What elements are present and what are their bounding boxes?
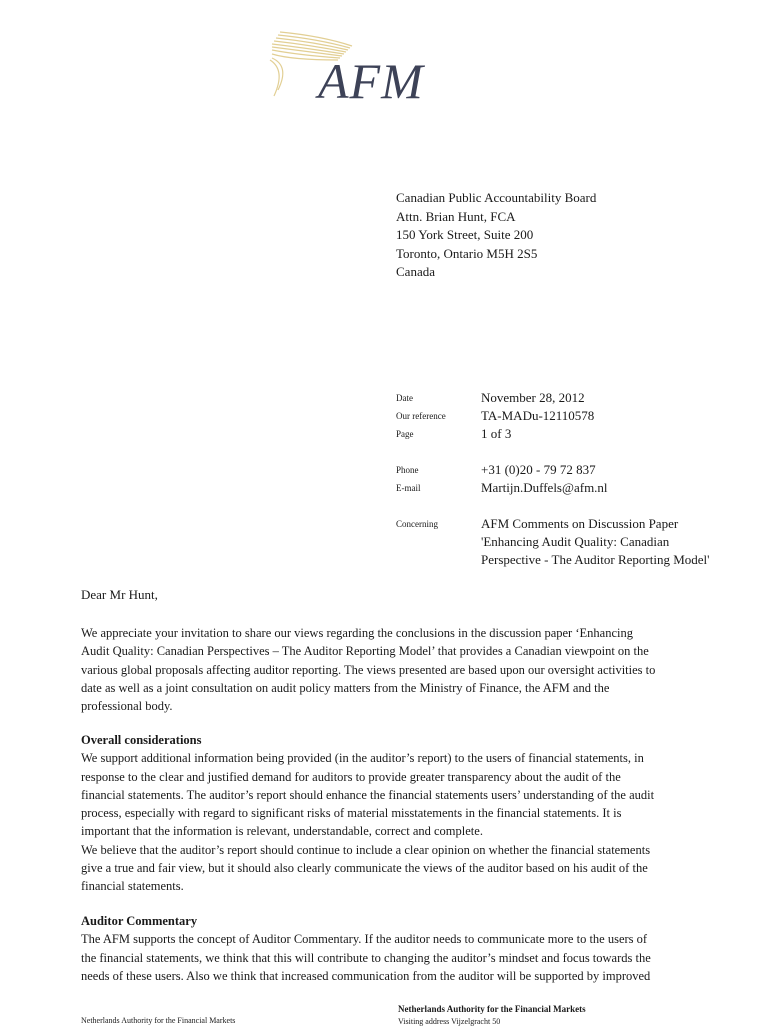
concerning-line: Perspective - The Auditor Reporting Model': [481, 552, 710, 567]
text-line: various global proposals affecting auditor reporting. The views presented are based upon our oversight activities to: [81, 662, 656, 677]
concerning-label: Concerning: [396, 519, 438, 529]
reference-label: Our reference: [396, 411, 446, 421]
address-line: Attn. Brian Hunt, FCA: [396, 208, 516, 224]
concerning-line: AFM Comments on Discussion Paper: [481, 516, 679, 531]
text-line: We appreciate your invitation to share our views regarding the conclusions in the discussion paper ‘Enhancing: [81, 626, 633, 640]
text-line: Audit Quality: Canadian Perspectives – The Auditor Reporting Model’ that provides a Canadian viewpoint on the: [81, 644, 649, 659]
recipient-address: [396, 189, 596, 282]
footer-right-address: Visiting address Vijzelgracht 50: [398, 1017, 501, 1026]
text-line: financial statements. The auditor’s report should enhance the financial statements users’ understanding of the audit: [81, 787, 655, 802]
text-line: The AFM supports the concept of Auditor Commentary. If the auditor needs to communicate more to the users of: [81, 932, 648, 947]
footer-left: Netherlands Authority for the Financial Markets: [81, 1016, 236, 1025]
reference-value: TA-MADu-12110578: [481, 408, 595, 423]
text-line: the financial statements, we think that this will contribute to changing the auditor’s mindset and focus towards the: [81, 950, 651, 965]
footer-right-title: Netherlands Authority for the Financial Markets: [398, 1004, 586, 1014]
text-line: give a true and fair view, but it should also clearly communicate the views of the auditor based on his audit of the: [81, 861, 648, 876]
phone-value: +31 (0)20 - 79 72 837: [481, 462, 596, 477]
phone-label: Phone: [396, 465, 419, 475]
address-line: Canadian Public Accountability Board: [396, 190, 597, 205]
logo-text: AFM: [318, 53, 424, 109]
date-value: November 28, 2012: [481, 390, 585, 405]
concerning-line: 'Enhancing Audit Quality: Canadian: [481, 534, 670, 549]
section-heading: Overall considerations: [81, 733, 202, 747]
section-heading: Auditor Commentary: [81, 914, 198, 928]
text-line: We support additional information being provided (in the auditor’s report) to the users of financial statements, in: [81, 751, 644, 766]
text-line: response to the clear and justified demand for auditors to provide greater transparency about the audit of the: [81, 769, 621, 784]
commentary-section: [81, 912, 706, 985]
text-line: We believe that the auditor’s report should continue to include a clear opinion on whether the financial statements: [81, 842, 651, 857]
page-label: Page: [396, 429, 414, 439]
overall-section: [81, 731, 706, 896]
address-line: Canada: [396, 264, 435, 279]
date-label: Date: [396, 393, 413, 403]
address-line: Toronto, Ontario M5H 2S5: [396, 245, 538, 261]
text-line: professional body.: [81, 699, 173, 714]
page-value: 1 of 3: [481, 426, 512, 441]
text-line: process, especially with regard to significant risks of material misstatements in the financial statements. It is: [81, 806, 622, 821]
intro-paragraph: [81, 624, 706, 715]
text-line: financial statements.: [81, 879, 184, 894]
address-line: 150 York Street, Suite 200: [396, 227, 534, 242]
text-line: date as well as a joint consultation on audit policy matters from the Ministry of Finance, the AFM and the: [81, 680, 610, 695]
salutation: Dear Mr Hunt,: [81, 587, 158, 602]
email-value: Martijn.Duffels@afm.nl: [481, 480, 608, 495]
afm-logo: [262, 30, 452, 110]
text-line: important that the information is relevant, understandable, correct and complete.: [81, 824, 483, 839]
email-label: E-mail: [396, 483, 421, 493]
text-line: needs of these users. Also we think that increased communication from the auditor will be supported by improved: [81, 968, 651, 983]
